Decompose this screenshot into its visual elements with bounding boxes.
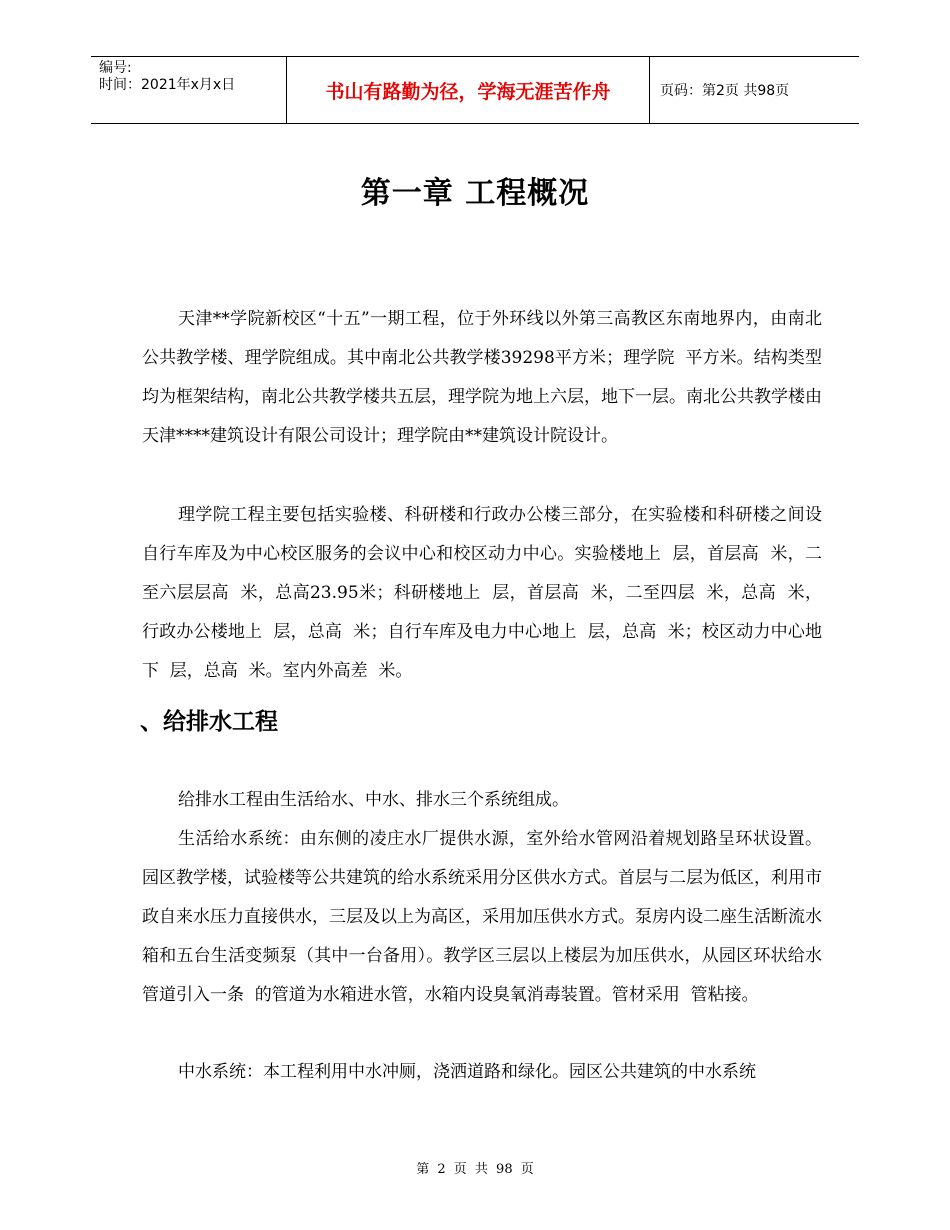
paragraph-water-intro: 给排水工程由生活给水、中水、排水三个系统组成。 bbox=[178, 790, 569, 810]
section-heading: 、给排水工程 bbox=[140, 709, 278, 735]
chapter-title: 第一章 工程概况 bbox=[360, 176, 590, 211]
paragraph-science-building: 理学院工程主要包括实验楼、科研楼和行政办公楼三部分，在实验楼和科研楼之间设自行车库及为中心校区服务的会议中心和校区动力中心。实验楼地上 层，首层高 米，二至六层层高 米，总高23.95米；科研楼地上 层，首层高 米，二至四层 米，总高 米，行政办公楼地上 层，总高 米；自行车库及电力中心地上 层，总高 米；校区动力中心地下 层，总高 米。室内外高差 米。 bbox=[142, 505, 822, 681]
header-meta bbox=[91, 57, 287, 123]
number-label: 编号: bbox=[99, 60, 132, 76]
time-label: 时间：2021年x月x日 bbox=[99, 77, 236, 93]
header-page-info: 页码：第2页 共98页 bbox=[660, 83, 790, 99]
page-header bbox=[91, 56, 859, 124]
paragraph-overview: 天津**学院新校区“十五”一期工程，位于外环线以外第三高教区东南地界内，由南北公共教学楼、理学院组成。其中南北公共教学楼39298平方米；理学院 平方米。结构类型均为框架结构，南北公共教学楼共五层，理学院为地上六层，地下一层。南北公共教学楼由天津****建筑设计有限公司设计；理学院由**建筑设计院设计。 bbox=[142, 309, 822, 446]
header-motto: 书山有路勤为径，学海无涯苦作舟 bbox=[287, 57, 650, 123]
page-footer: 第 2 页 共 98 页 bbox=[416, 1162, 534, 1177]
paragraph-reclaimed-water: 中水系统：本工程利用中水冲厕，浇洒道路和绿化。园区公共建筑的中水系统 bbox=[178, 1062, 756, 1082]
paragraph-water-supply: 生活给水系统：由东侧的凌庄水厂提供水源，室外给水管网沿着规划路呈环状设置。园区教学楼，试验楼等公共建筑的给水系统采用分区供水方式。首层与二层为低区，利用市政自来水压力直接供水，三层及以上为高区，采用加压供水方式。泵房内设二座生活断流水箱和五台生活变频泵（其中一台备用）。教学区三层以上楼层为加压供水，从园区环状给水管道引入一条 的管道为水箱进水管，水箱内设臭氧消毒装置。管材采用 管粘接。 bbox=[142, 829, 822, 1005]
